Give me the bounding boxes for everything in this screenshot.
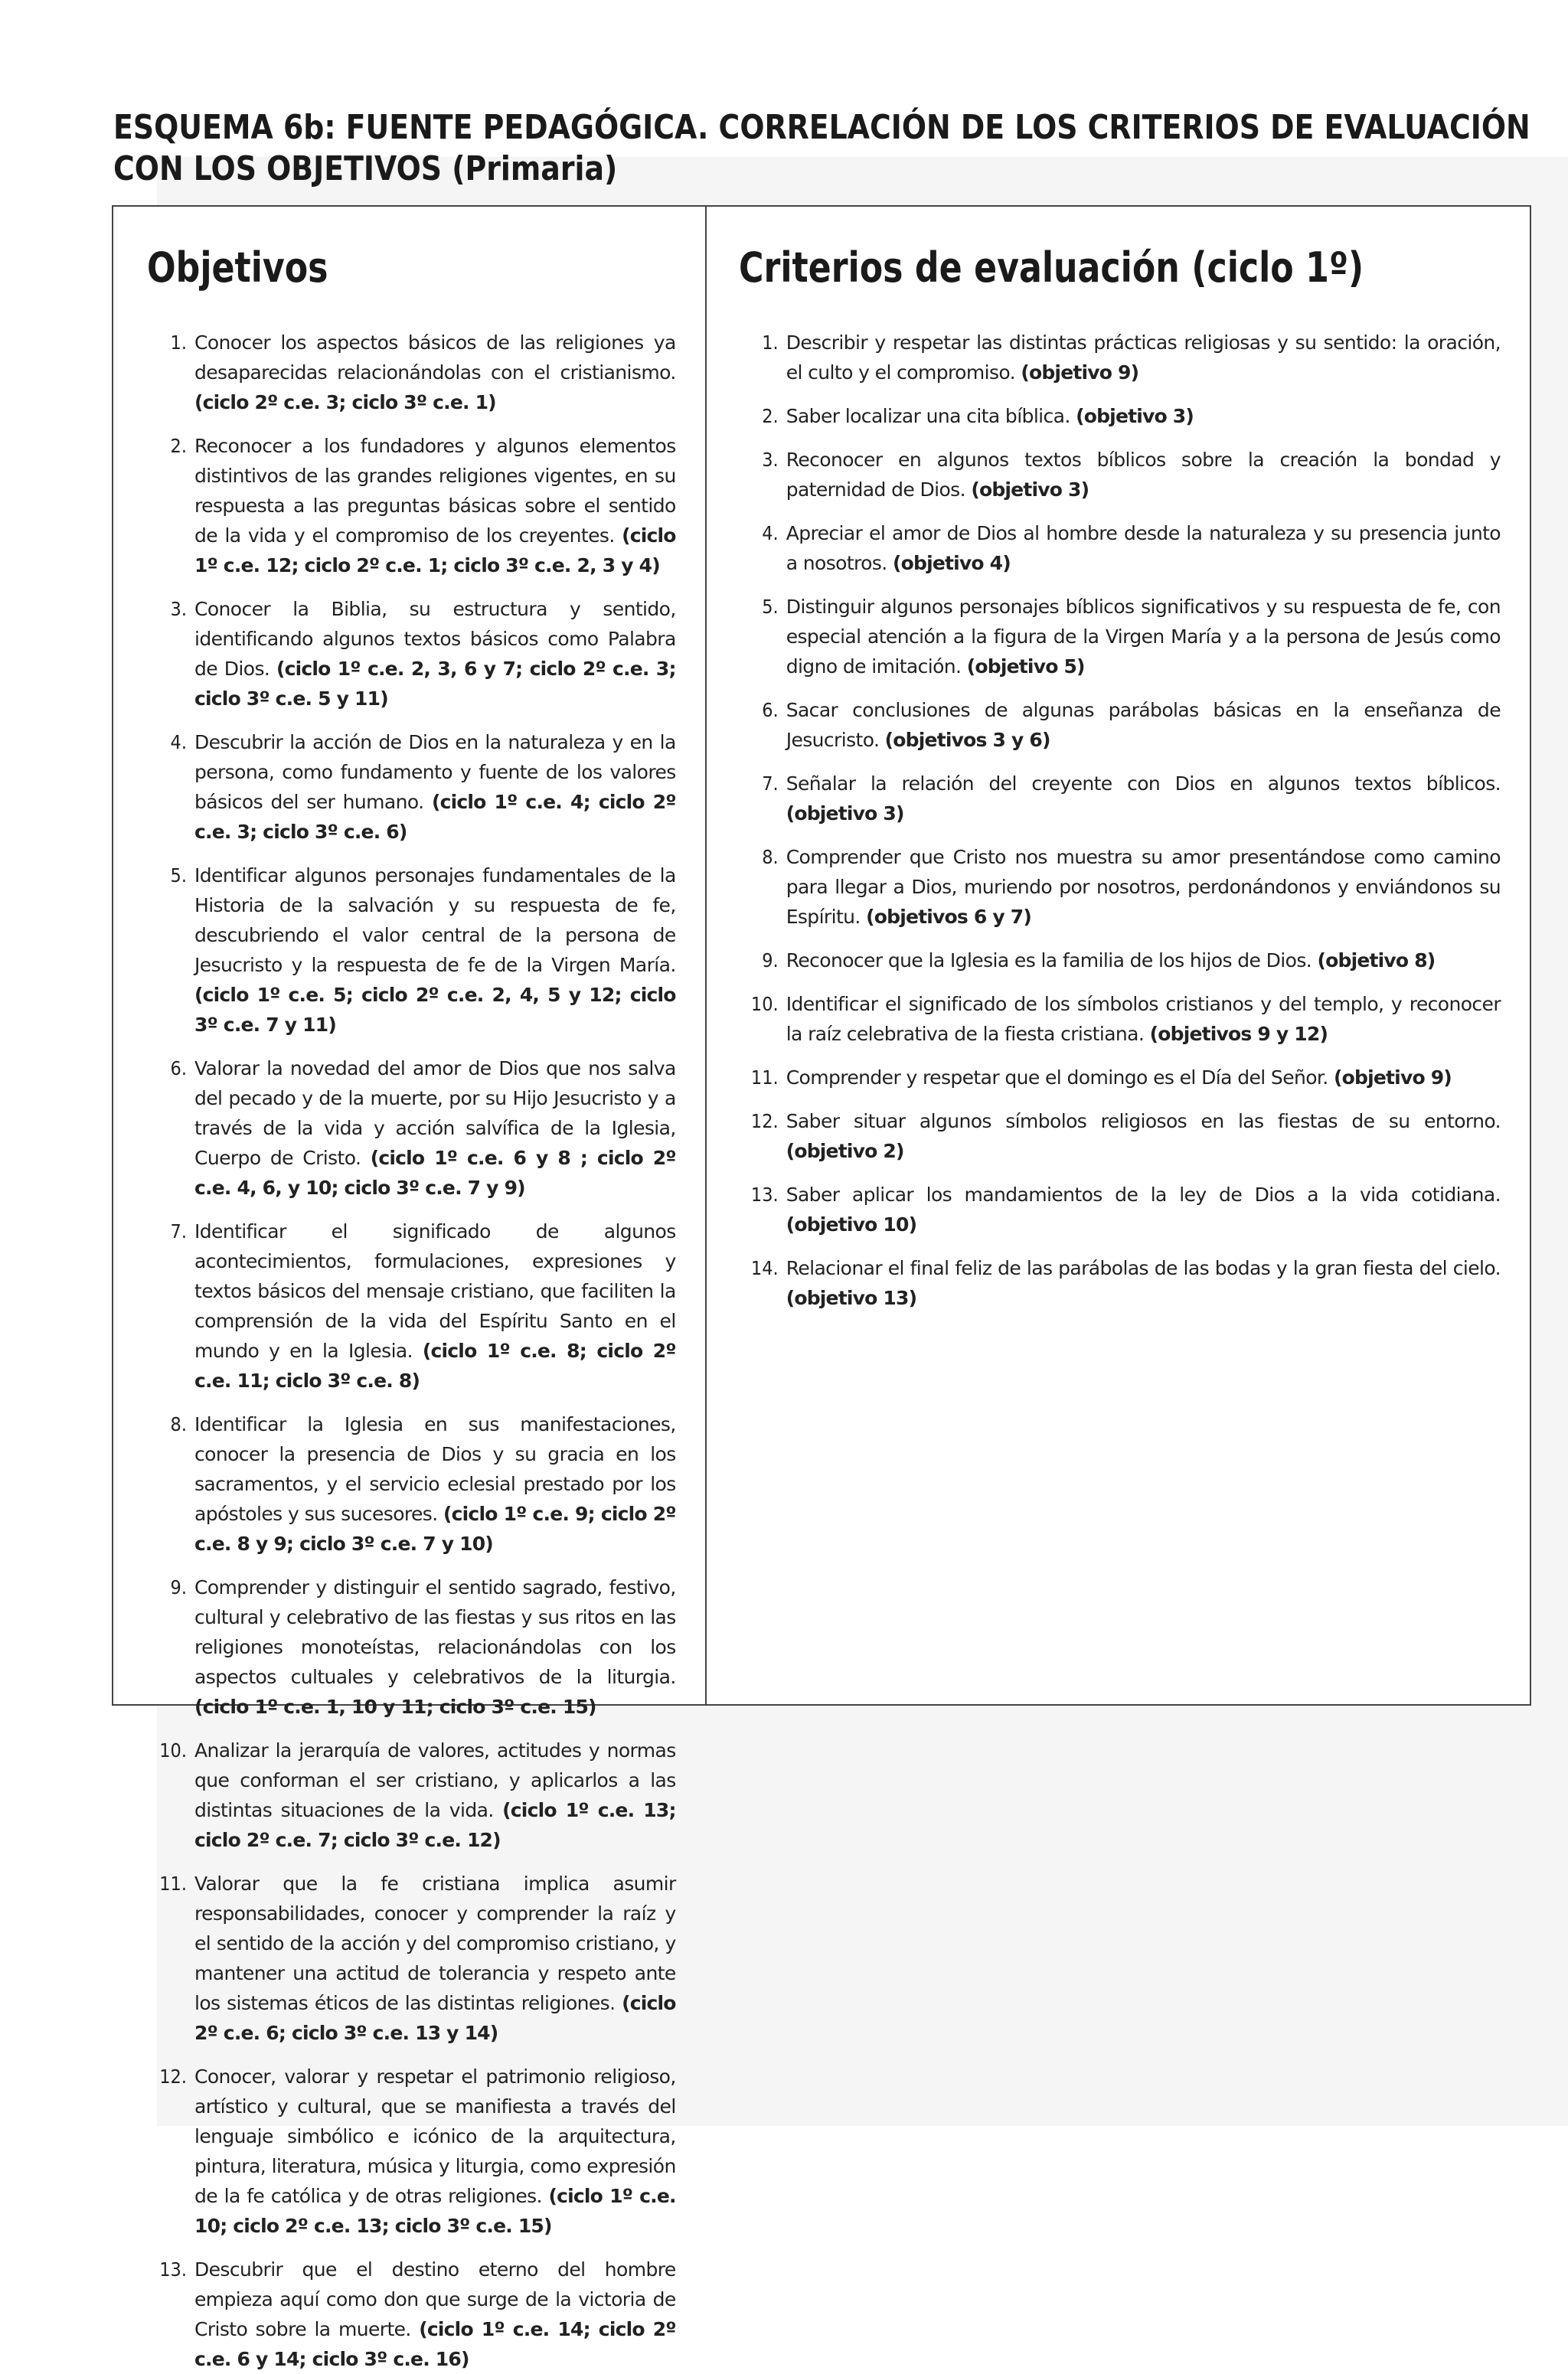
item-number: 4. bbox=[762, 522, 779, 544]
item-text bbox=[786, 518, 1501, 578]
item-description: Comprender que Cristo nos muestra su amor presentándose como camino para llegar a Dios, muriendo por nosotros, perdonándonos y enviándonos su Espíritu. bbox=[786, 846, 1501, 928]
item-text bbox=[786, 695, 1501, 755]
item-description: Conocer los aspectos básicos de las religiones ya desaparecidas relacionándolas con el cristianismo. bbox=[194, 331, 676, 384]
item-description: Apreciar el amor de Dios al hombre desde la naturaleza y su presencia junto a nosotros. bbox=[786, 522, 1501, 574]
title-level: (Primaria) bbox=[452, 149, 618, 188]
item-text bbox=[786, 592, 1501, 681]
item-description: Distinguir algunos personajes bíblicos significativos y su respuesta de fe, con especial atención a la figura de la Virgen María y a la persona de Jesús como digno de imitación. bbox=[786, 596, 1501, 678]
item-text bbox=[786, 945, 1501, 975]
item-number: 5. bbox=[170, 864, 187, 887]
list-item bbox=[739, 769, 1501, 828]
item-text bbox=[194, 860, 676, 1040]
list-item bbox=[739, 1253, 1501, 1313]
item-text bbox=[786, 1063, 1501, 1092]
item-number: 7. bbox=[762, 772, 779, 795]
list-item bbox=[147, 328, 676, 417]
item-number: 1. bbox=[762, 331, 779, 354]
list-item bbox=[739, 945, 1501, 975]
list-item bbox=[147, 1053, 676, 1203]
list-item bbox=[739, 401, 1501, 431]
item-number: 10. bbox=[750, 993, 779, 1015]
item-number: 13. bbox=[750, 1184, 779, 1206]
correlation-table bbox=[112, 205, 1531, 2370]
item-text bbox=[786, 328, 1501, 387]
list-item bbox=[739, 695, 1501, 755]
item-text bbox=[194, 1572, 676, 1722]
item-description: Sacar conclusiones de algunas parábolas básicas en la enseñanza de Jesucristo. bbox=[786, 699, 1501, 751]
item-description: Saber localizar una cita bíblica. bbox=[786, 405, 1076, 427]
title-line-1: ESQUEMA 6b: FUENTE PEDAGÓGICA. CORRELACIÓN DE LOS CRITERIOS DE EVALUACIÓN bbox=[113, 108, 1530, 147]
item-reference: (ciclo 1º c.e. 8; ciclo 2º c.e. 11; ciclo 3º c.e. 8) bbox=[194, 1340, 676, 1392]
criterios-heading: Criterios de evaluación (ciclo 1º) bbox=[738, 243, 1364, 292]
list-item bbox=[147, 1869, 676, 2048]
item-number: 13. bbox=[159, 2258, 187, 2281]
item-number: 11. bbox=[159, 1873, 187, 1895]
item-reference: (objetivo 5) bbox=[966, 655, 1085, 678]
item-number: 1. bbox=[170, 331, 187, 354]
item-reference: (objetivo 3) bbox=[786, 802, 904, 825]
item-description: Descubrir la acción de Dios en la naturaleza y en la persona, como fundamento y fuente de los valores básicos del ser humano. bbox=[194, 731, 676, 813]
item-number: 10. bbox=[159, 1739, 187, 1762]
item-number: 8. bbox=[170, 1413, 187, 1435]
item-text bbox=[194, 1736, 676, 1855]
item-number: 9. bbox=[170, 1576, 187, 1598]
item-reference: (ciclo 1º c.e. 4; ciclo 2º c.e. 3; ciclo 3º c.e. 6) bbox=[194, 791, 676, 843]
item-description: Saber aplicar los mandamientos de la ley de Dios a la vida cotidiana. bbox=[786, 1184, 1501, 1206]
item-reference: (objetivo 10) bbox=[786, 1213, 917, 1236]
item-reference: (objetivo 4) bbox=[892, 552, 1011, 574]
item-description: Descubrir que el destino eterno del hombre empieza aquí como don que surge de la victoria de Cristo sobre la muerte. bbox=[194, 2258, 676, 2340]
list-item bbox=[739, 1063, 1501, 1092]
list-item bbox=[147, 727, 676, 847]
item-reference: (ciclo 1º c.e. 12; ciclo 2º c.e. 1; ciclo 3º c.e. 2, 3 y 4) bbox=[194, 524, 676, 576]
item-reference: (ciclo 2º c.e. 6; ciclo 3º c.e. 13 y 14) bbox=[194, 1992, 676, 2044]
item-description: Conocer, valorar y respetar el patrimonio religioso, artístico y cultural, que se manifiesta a través del lenguaje simbólico e icónico de la arquitectura, pintura, literatura, música y liturgia, como expresión de la fe católica y de otras religiones. bbox=[194, 2065, 676, 2207]
item-reference: (ciclo 1º c.e. 5; ciclo 2º c.e. 2, 4, 5 y 12; ciclo 3º c.e. 7 y 11) bbox=[194, 984, 676, 1036]
item-reference: (objetivo 3) bbox=[1076, 405, 1194, 427]
item-number: 12. bbox=[750, 1110, 779, 1132]
list-item bbox=[739, 445, 1501, 505]
item-text bbox=[194, 1216, 676, 1396]
item-text bbox=[786, 445, 1501, 505]
item-text bbox=[786, 842, 1501, 932]
item-number: 14. bbox=[750, 1257, 779, 1279]
item-reference: (objetivos 9 y 12) bbox=[1149, 1023, 1328, 1045]
criterios-list bbox=[739, 328, 1501, 1313]
item-number: 9. bbox=[762, 949, 779, 971]
item-text bbox=[194, 594, 676, 714]
item-reference: (objetivo 13) bbox=[786, 1287, 917, 1309]
item-text bbox=[786, 401, 1501, 431]
item-text bbox=[786, 989, 1501, 1049]
list-item bbox=[147, 1736, 676, 1855]
item-text bbox=[786, 1253, 1501, 1313]
list-item bbox=[739, 1180, 1501, 1239]
list-item bbox=[147, 2062, 676, 2241]
item-text bbox=[194, 1409, 676, 1559]
item-number: 2. bbox=[762, 405, 779, 427]
list-item bbox=[147, 1216, 676, 1396]
item-description: Identificar algunos personajes fundamentales de la Historia de la salvación y su respuesta de fe, descubriendo el valor central de la persona de Jesucristo y la respuesta de fe de la Virgen María. bbox=[194, 864, 676, 976]
item-reference: (ciclo 1º c.e. 13; ciclo 2º c.e. 7; ciclo 3º c.e. 12) bbox=[194, 1799, 676, 1851]
item-description: Señalar la relación del creyente con Dios en algunos textos bíblicos. bbox=[786, 772, 1501, 795]
item-text bbox=[194, 2255, 676, 2374]
item-description: Valorar la novedad del amor de Dios que nos salva del pecado y de la muerte, por su Hijo Jesucristo y a través de la vida y acción salvífica de la Iglesia, Cuerpo de Cristo. bbox=[194, 1057, 676, 1169]
list-item bbox=[739, 518, 1501, 578]
item-description: Identificar el significado de los símbolos cristianos y del templo, y reconocer la raíz celebrativa de la fiesta cristiana. bbox=[786, 993, 1501, 1045]
list-item bbox=[147, 2255, 676, 2374]
item-description: Identificar la Iglesia en sus manifestaciones, conocer la presencia de Dios y su gracia en los sacramentos, y el servicio eclesial prestado por los apóstoles y sus sucesores. bbox=[194, 1413, 676, 1525]
objetivos-column bbox=[113, 207, 707, 2370]
item-text bbox=[194, 1053, 676, 1203]
item-text bbox=[786, 1180, 1501, 1239]
list-item bbox=[147, 594, 676, 714]
item-text bbox=[786, 769, 1501, 828]
item-text bbox=[786, 1106, 1501, 1166]
item-reference: (ciclo 1º c.e. 2, 3, 6 y 7; ciclo 2º c.e. 3; ciclo 3º c.e. 5 y 11) bbox=[194, 658, 676, 710]
list-item bbox=[739, 989, 1501, 1049]
item-description: Identificar el significado de algunos acontecimientos, formulaciones, expresiones y textos básicos del mensaje cristiano, que faciliten la comprensión de la vida del Espíritu Santo en el mundo y en la Iglesia. bbox=[194, 1220, 676, 1362]
item-reference: (ciclo 1º c.e. 9; ciclo 2º c.e. 8 y 9; ciclo 3º c.e. 7 y 10) bbox=[194, 1503, 676, 1555]
item-number: 6. bbox=[170, 1057, 187, 1079]
item-number: 7. bbox=[170, 1220, 187, 1243]
item-text bbox=[194, 431, 676, 580]
item-reference: (ciclo 1º c.e. 1, 10 y 11; ciclo 3º c.e. 15) bbox=[194, 1696, 596, 1718]
item-text bbox=[194, 727, 676, 847]
list-item bbox=[739, 592, 1501, 681]
item-description: Describir y respetar las distintas prácticas religiosas y su sentido: la oración, el culto y el compromiso. bbox=[786, 331, 1501, 384]
item-reference: (objetivos 3 y 6) bbox=[884, 729, 1050, 751]
item-reference: (objetivo 8) bbox=[1317, 949, 1436, 971]
list-item bbox=[147, 1409, 676, 1559]
item-description: Comprender y respetar que el domingo es el Día del Señor. bbox=[786, 1066, 1334, 1089]
list-item bbox=[739, 842, 1501, 932]
list-item bbox=[739, 1106, 1501, 1166]
list-item bbox=[147, 431, 676, 580]
list-item bbox=[147, 1572, 676, 1722]
item-number: 3. bbox=[762, 449, 779, 471]
criterios-column bbox=[707, 207, 1530, 1704]
item-reference: (objetivo 2) bbox=[786, 1140, 904, 1162]
document-title bbox=[113, 107, 1530, 190]
item-number: 8. bbox=[762, 846, 779, 868]
item-number: 12. bbox=[159, 2065, 187, 2088]
title-line-2 bbox=[113, 149, 1233, 190]
item-description: Conocer la Biblia, su estructura y sentido, identificando algunos textos básicos como Palabra de Dios. bbox=[194, 598, 676, 680]
item-number: 2. bbox=[170, 435, 187, 457]
item-reference: (ciclo 1º c.e. 14; ciclo 2º c.e. 6 y 14; ciclo 3º c.e. 16) bbox=[194, 2318, 676, 2370]
item-reference: (ciclo 2º c.e. 3; ciclo 3º c.e. 1) bbox=[194, 391, 496, 413]
item-description: Saber situar algunos símbolos religiosos en las fiestas de su entorno. bbox=[786, 1110, 1501, 1132]
item-number: 6. bbox=[762, 699, 779, 721]
objetivos-list bbox=[147, 328, 676, 2374]
item-text bbox=[194, 2062, 676, 2241]
item-number: 5. bbox=[762, 596, 779, 618]
item-description: Analizar la jerarquía de valores, actitudes y normas que conforman el ser cristiano, y aplicarlos a las distintas situaciones de la vida. bbox=[194, 1739, 676, 1821]
item-description: Reconocer a los fundadores y algunos elementos distintivos de las grandes religiones vigentes, en su respuesta a las preguntas básicas sobre el sentido de la vida y el compromiso de los creyentes. bbox=[194, 435, 676, 547]
item-text bbox=[194, 1869, 676, 2048]
item-reference: (ciclo 1º c.e. 10; ciclo 2º c.e. 13; ciclo 3º c.e. 15) bbox=[194, 2185, 676, 2237]
list-item bbox=[739, 328, 1501, 387]
item-description: Valorar que la fe cristiana implica asumir responsabilidades, conocer y comprender la raíz y el sentido de la acción y del compromiso cristiano, y mantener una actitud de tolerancia y respeto ante los sistemas éticos de las distintas religiones. bbox=[194, 1873, 676, 2014]
item-description: Relacionar el final feliz de las parábolas de las bodas y la gran fiesta del cielo. bbox=[786, 1257, 1501, 1279]
item-description: Comprender y distinguir el sentido sagrado, festivo, cultural y celebrativo de las fiestas y sus ritos en las religiones monoteístas, relacionándolas con los aspectos cultuales y celebrativos de la liturgia. bbox=[194, 1576, 676, 1688]
item-number: 4. bbox=[170, 731, 187, 753]
item-reference: (objetivo 3) bbox=[971, 478, 1089, 501]
objetivos-heading: Objetivos bbox=[147, 243, 328, 292]
list-item bbox=[147, 860, 676, 1040]
title-line-2-text: CON LOS OBJETIVOS bbox=[113, 149, 443, 188]
item-description: Reconocer que la Iglesia es la familia de los hijos de Dios. bbox=[786, 949, 1318, 971]
item-description: Reconocer en algunos textos bíblicos sobre la creación la bondad y paternidad de Dios. bbox=[786, 449, 1501, 501]
item-reference: (objetivo 9) bbox=[1021, 361, 1139, 384]
item-reference: (ciclo 1º c.e. 6 y 8 ; ciclo 2º c.e. 4, 6, y 10; ciclo 3º c.e. 7 y 9) bbox=[194, 1147, 676, 1199]
item-number: 11. bbox=[750, 1066, 779, 1089]
item-reference: (objetivos 6 y 7) bbox=[866, 906, 1032, 928]
item-number: 3. bbox=[170, 598, 187, 620]
item-reference: (objetivo 9) bbox=[1334, 1066, 1452, 1089]
item-text bbox=[194, 328, 676, 417]
